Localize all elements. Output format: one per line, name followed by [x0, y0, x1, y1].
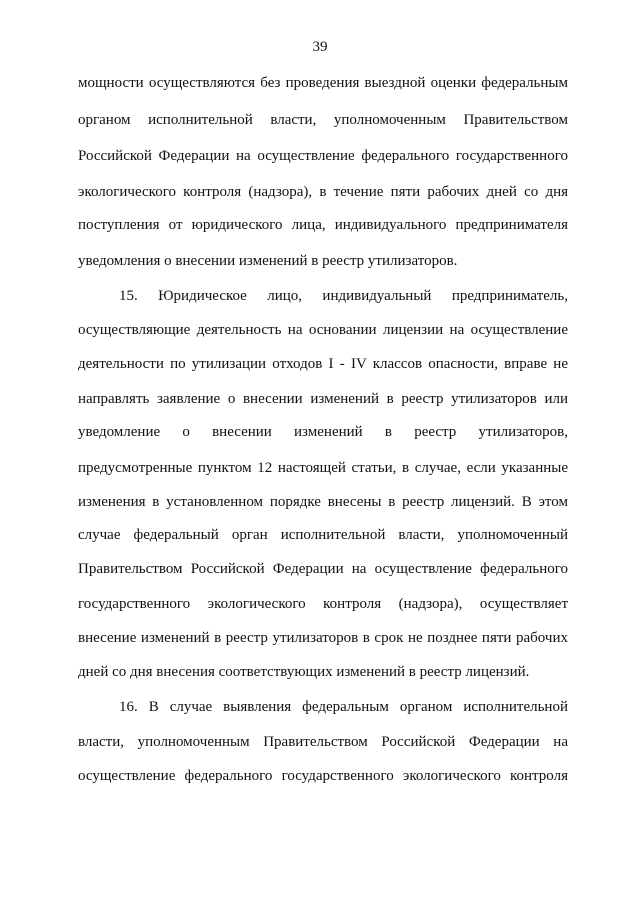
text-line: уведомления о внесении изменений в реестр утилизаторов.: [78, 253, 458, 269]
text-line: Российской Федерации на осуществление федерального государственного: [78, 148, 568, 164]
paragraph-16-first-line: 16. В случае выявления федеральным органом исполнительной: [119, 699, 568, 715]
text-line: внесение изменений в реестр утилизаторов в срок не позднее пяти рабочих: [78, 630, 568, 646]
text-line: мощности осуществляются без проведения выездной оценки федеральным: [78, 75, 568, 91]
text-line: случае федеральный орган исполнительной власти, уполномоченный: [78, 527, 568, 543]
text-line: уведомление о внесении изменений в реестр утилизаторов,: [78, 424, 568, 440]
text-line: власти, уполномоченным Правительством Российской Федерации на: [78, 734, 568, 750]
text-line: государственного экологического контроля (надзора), осуществляет: [78, 596, 568, 612]
text-line: экологического контроля (надзора), в течение пяти рабочих дней со дня: [78, 184, 568, 200]
text-line: Правительством Российской Федерации на осуществление федерального: [78, 561, 568, 577]
text-line: осуществление федерального государственного экологического контроля: [78, 768, 568, 784]
text-line: органом исполнительной власти, уполномоченным Правительством: [78, 112, 568, 128]
text-line: направлять заявление о внесении изменений в реестр утилизаторов или: [78, 391, 568, 407]
text-line: дней со дня внесения соответствующих изменений в реестр лицензий.: [78, 664, 530, 680]
page-number: 39: [312, 39, 328, 55]
text-line: осуществляющие деятельность на основании лицензии на осуществление: [78, 322, 568, 338]
text-line: поступления от юридического лица, индивидуального предпринимателя: [78, 217, 568, 233]
paragraph-15-first-line: 15. Юридическое лицо, индивидуальный предприниматель,: [119, 288, 568, 304]
text-line: предусмотренные пунктом 12 настоящей статьи, в случае, если указанные: [78, 460, 568, 476]
text-line: изменения в установленном порядке внесены в реестр лицензий. В этом: [78, 494, 568, 510]
text-line: деятельности по утилизации отходов I - IV классов опасности, вправе не: [78, 356, 568, 372]
